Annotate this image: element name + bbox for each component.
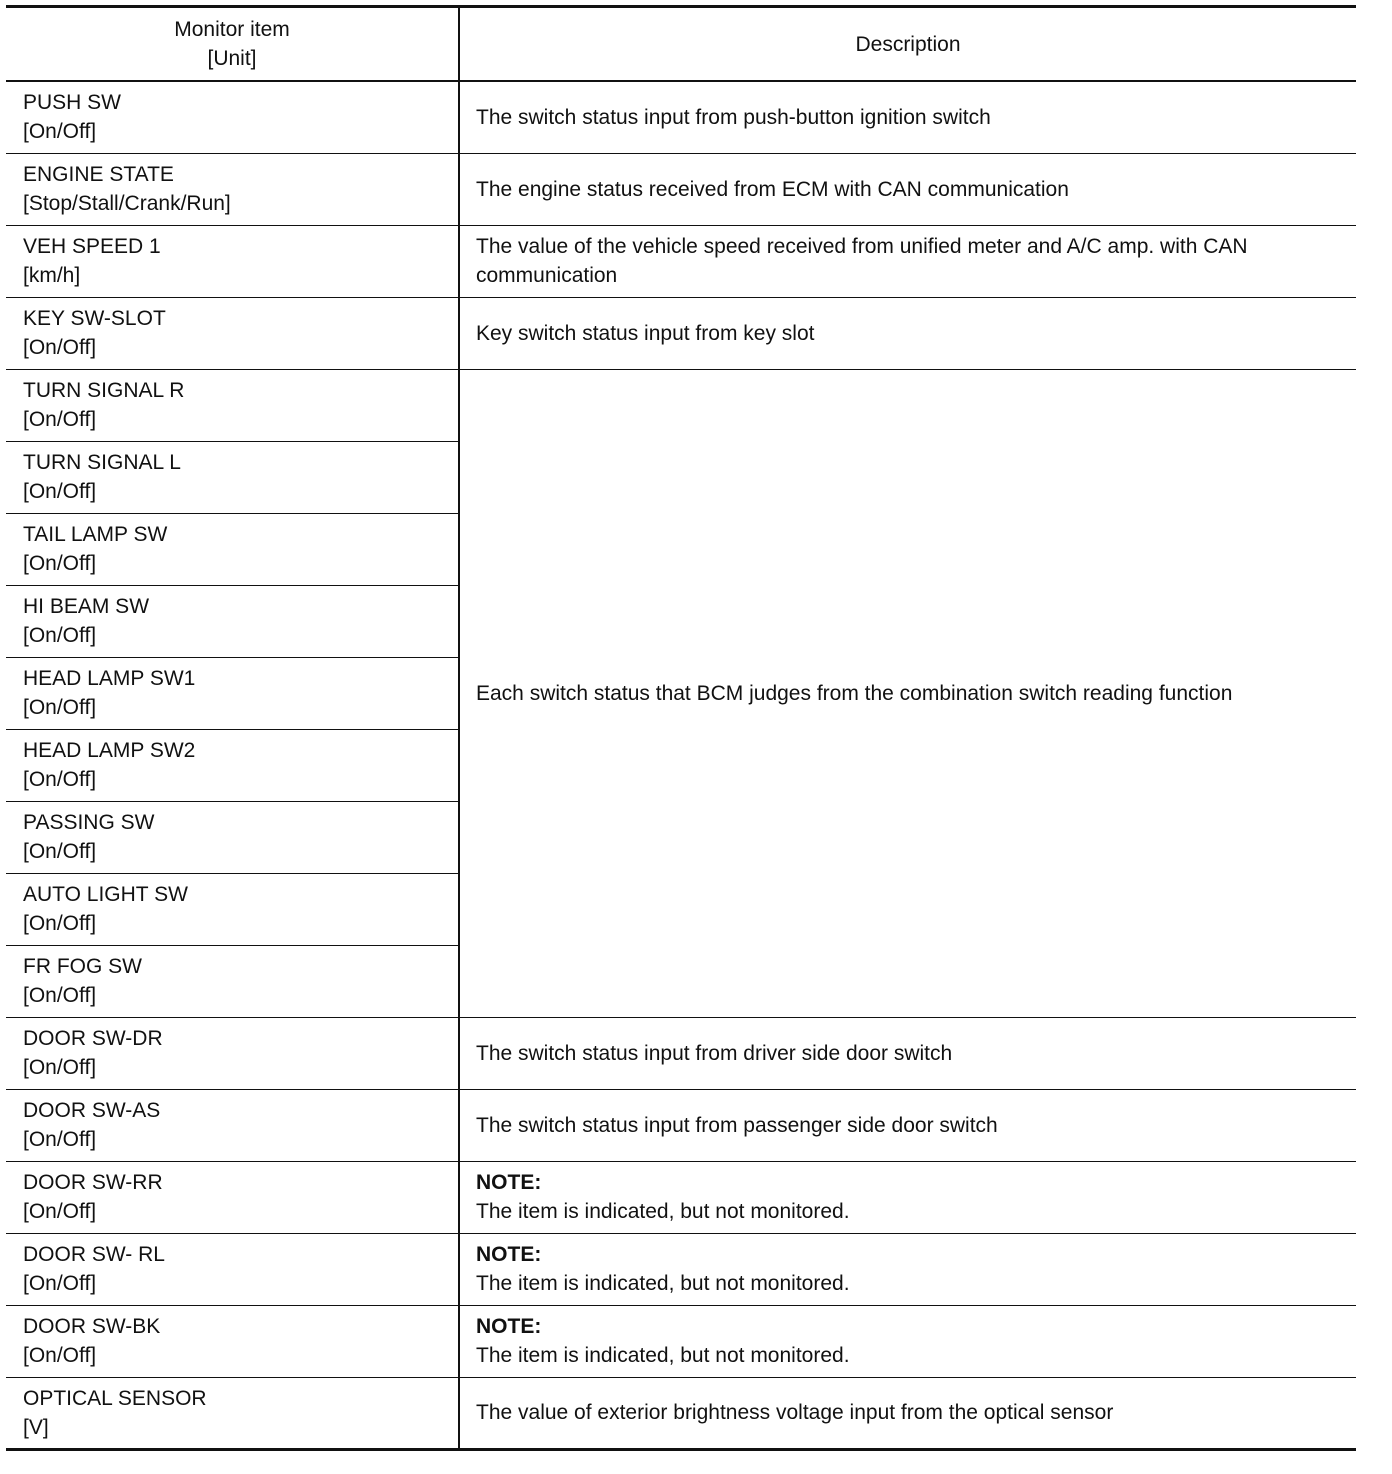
monitor-item-name: DOOR SW-BK (23, 1315, 161, 1338)
monitor-item-unit: [Stop/Stall/Crank/Run] (23, 192, 231, 215)
monitor-item-name: DOOR SW- RL (23, 1243, 165, 1266)
monitor-item-cell (6, 1377, 459, 1449)
monitor-item-unit: [V] (23, 1415, 49, 1439)
monitor-item-name: AUTO LIGHT SW (23, 883, 188, 906)
table-row (6, 81, 1356, 153)
monitor-item-cell (6, 441, 459, 513)
monitor-item-name: HEAD LAMP SW1 (23, 667, 196, 690)
monitor-item-cell (6, 657, 459, 729)
description-cell: The switch status input from driver side door switch (459, 1017, 1356, 1089)
monitor-item-name: PASSING SW (23, 811, 155, 834)
unit-header-label: [Unit] (207, 47, 257, 70)
description-cell: The engine status received from ECM with CAN communication (459, 153, 1356, 225)
monitor-item-unit: [On/Off] (23, 336, 97, 359)
monitor-item-unit: [On/Off] (23, 408, 97, 431)
table-header-row (6, 7, 1356, 82)
description-cell: The switch status input from passenger side door switch (459, 1089, 1356, 1161)
monitor-item-name: FR FOG SW (23, 955, 142, 978)
monitor-item-unit: [On/Off] (23, 480, 97, 503)
monitor-item-name: DOOR SW-RR (23, 1171, 163, 1194)
monitor-item-cell (6, 153, 459, 225)
monitor-item-cell (6, 513, 459, 585)
monitor-item-name: DOOR SW-AS (23, 1099, 161, 1122)
note-label: NOTE: (476, 1315, 542, 1338)
monitor-item-header-label: Monitor item (174, 18, 290, 41)
table-row (6, 1305, 1356, 1377)
monitor-item-name: HI BEAM SW (23, 595, 150, 618)
note-text: The item is indicated, but not monitored. (476, 1272, 850, 1295)
monitor-item-cell (6, 729, 459, 801)
monitor-item-cell (6, 1161, 459, 1233)
monitor-item-name: OPTICAL SENSOR (23, 1386, 207, 1410)
monitor-item-unit: [On/Off] (23, 1344, 97, 1367)
monitor-item-name: DOOR SW-DR (23, 1027, 163, 1050)
note-label: NOTE: (476, 1171, 542, 1194)
monitor-item-table (6, 5, 1356, 1451)
description-cell: The switch status input from push-button ignition switch (459, 81, 1356, 153)
monitor-item-cell (6, 1233, 459, 1305)
note-text: The item is indicated, but not monitored. (476, 1200, 850, 1223)
monitor-item-cell (6, 369, 459, 441)
table-row (6, 1161, 1356, 1233)
monitor-item-name: HEAD LAMP SW2 (23, 739, 196, 762)
monitor-item-cell (6, 945, 459, 1017)
monitor-item-cell (6, 801, 459, 873)
monitor-item-name: TURN SIGNAL R (23, 379, 185, 402)
monitor-item-unit: [On/Off] (23, 1200, 97, 1223)
description-cell (459, 1233, 1356, 1305)
monitor-item-unit: [On/Off] (23, 984, 97, 1007)
monitor-item-unit: [On/Off] (23, 768, 97, 791)
note-label: NOTE: (476, 1243, 542, 1266)
description-cell (459, 1161, 1356, 1233)
monitor-item-cell (6, 297, 459, 369)
monitor-item-name: TAIL LAMP SW (23, 523, 168, 546)
description-header: Description (459, 7, 1356, 82)
monitor-item-unit: [On/Off] (23, 1056, 97, 1079)
description-cell (459, 1305, 1356, 1377)
monitor-item-unit: [On/Off] (23, 840, 97, 863)
table-row (6, 1233, 1356, 1305)
table-row (6, 1089, 1356, 1161)
description-cell: The value of exterior brightness voltage input from the optical sensor (459, 1377, 1356, 1449)
monitor-item-unit: [On/Off] (23, 552, 97, 575)
monitor-item-cell (6, 585, 459, 657)
monitor-item-name: KEY SW-SLOT (23, 307, 166, 330)
monitor-item-header (6, 7, 459, 82)
table-row (6, 297, 1356, 369)
table-row (6, 369, 1356, 441)
monitor-item-name: TURN SIGNAL L (23, 451, 181, 474)
monitor-item-cell (6, 1017, 459, 1089)
monitor-item-unit: [On/Off] (23, 696, 97, 719)
table-row (6, 1377, 1356, 1449)
table-row (6, 225, 1356, 297)
monitor-item-cell (6, 225, 459, 297)
description-cell-merged: Each switch status that BCM judges from the combination switch reading function (459, 369, 1356, 1017)
note-text: The item is indicated, but not monitored. (476, 1344, 850, 1367)
monitor-item-unit: [On/Off] (23, 912, 97, 935)
monitor-item-unit: [On/Off] (23, 1272, 97, 1295)
monitor-item-name: ENGINE STATE (23, 163, 174, 186)
monitor-item-unit: [On/Off] (23, 1128, 97, 1151)
monitor-item-cell (6, 81, 459, 153)
description-cell: Key switch status input from key slot (459, 297, 1356, 369)
table-row (6, 1017, 1356, 1089)
monitor-item-cell (6, 873, 459, 945)
description-cell: The value of the vehicle speed received from unified meter and A/C amp. with CAN communication (459, 225, 1356, 297)
monitor-item-cell (6, 1089, 459, 1161)
monitor-item-cell (6, 1305, 459, 1377)
monitor-item-name: VEH SPEED 1 (23, 235, 161, 258)
monitor-item-unit: [On/Off] (23, 624, 97, 647)
monitor-item-unit: [km/h] (23, 264, 81, 287)
monitor-item-name: PUSH SW (23, 91, 122, 115)
table-row (6, 153, 1356, 225)
monitor-item-unit: [On/Off] (23, 120, 97, 144)
